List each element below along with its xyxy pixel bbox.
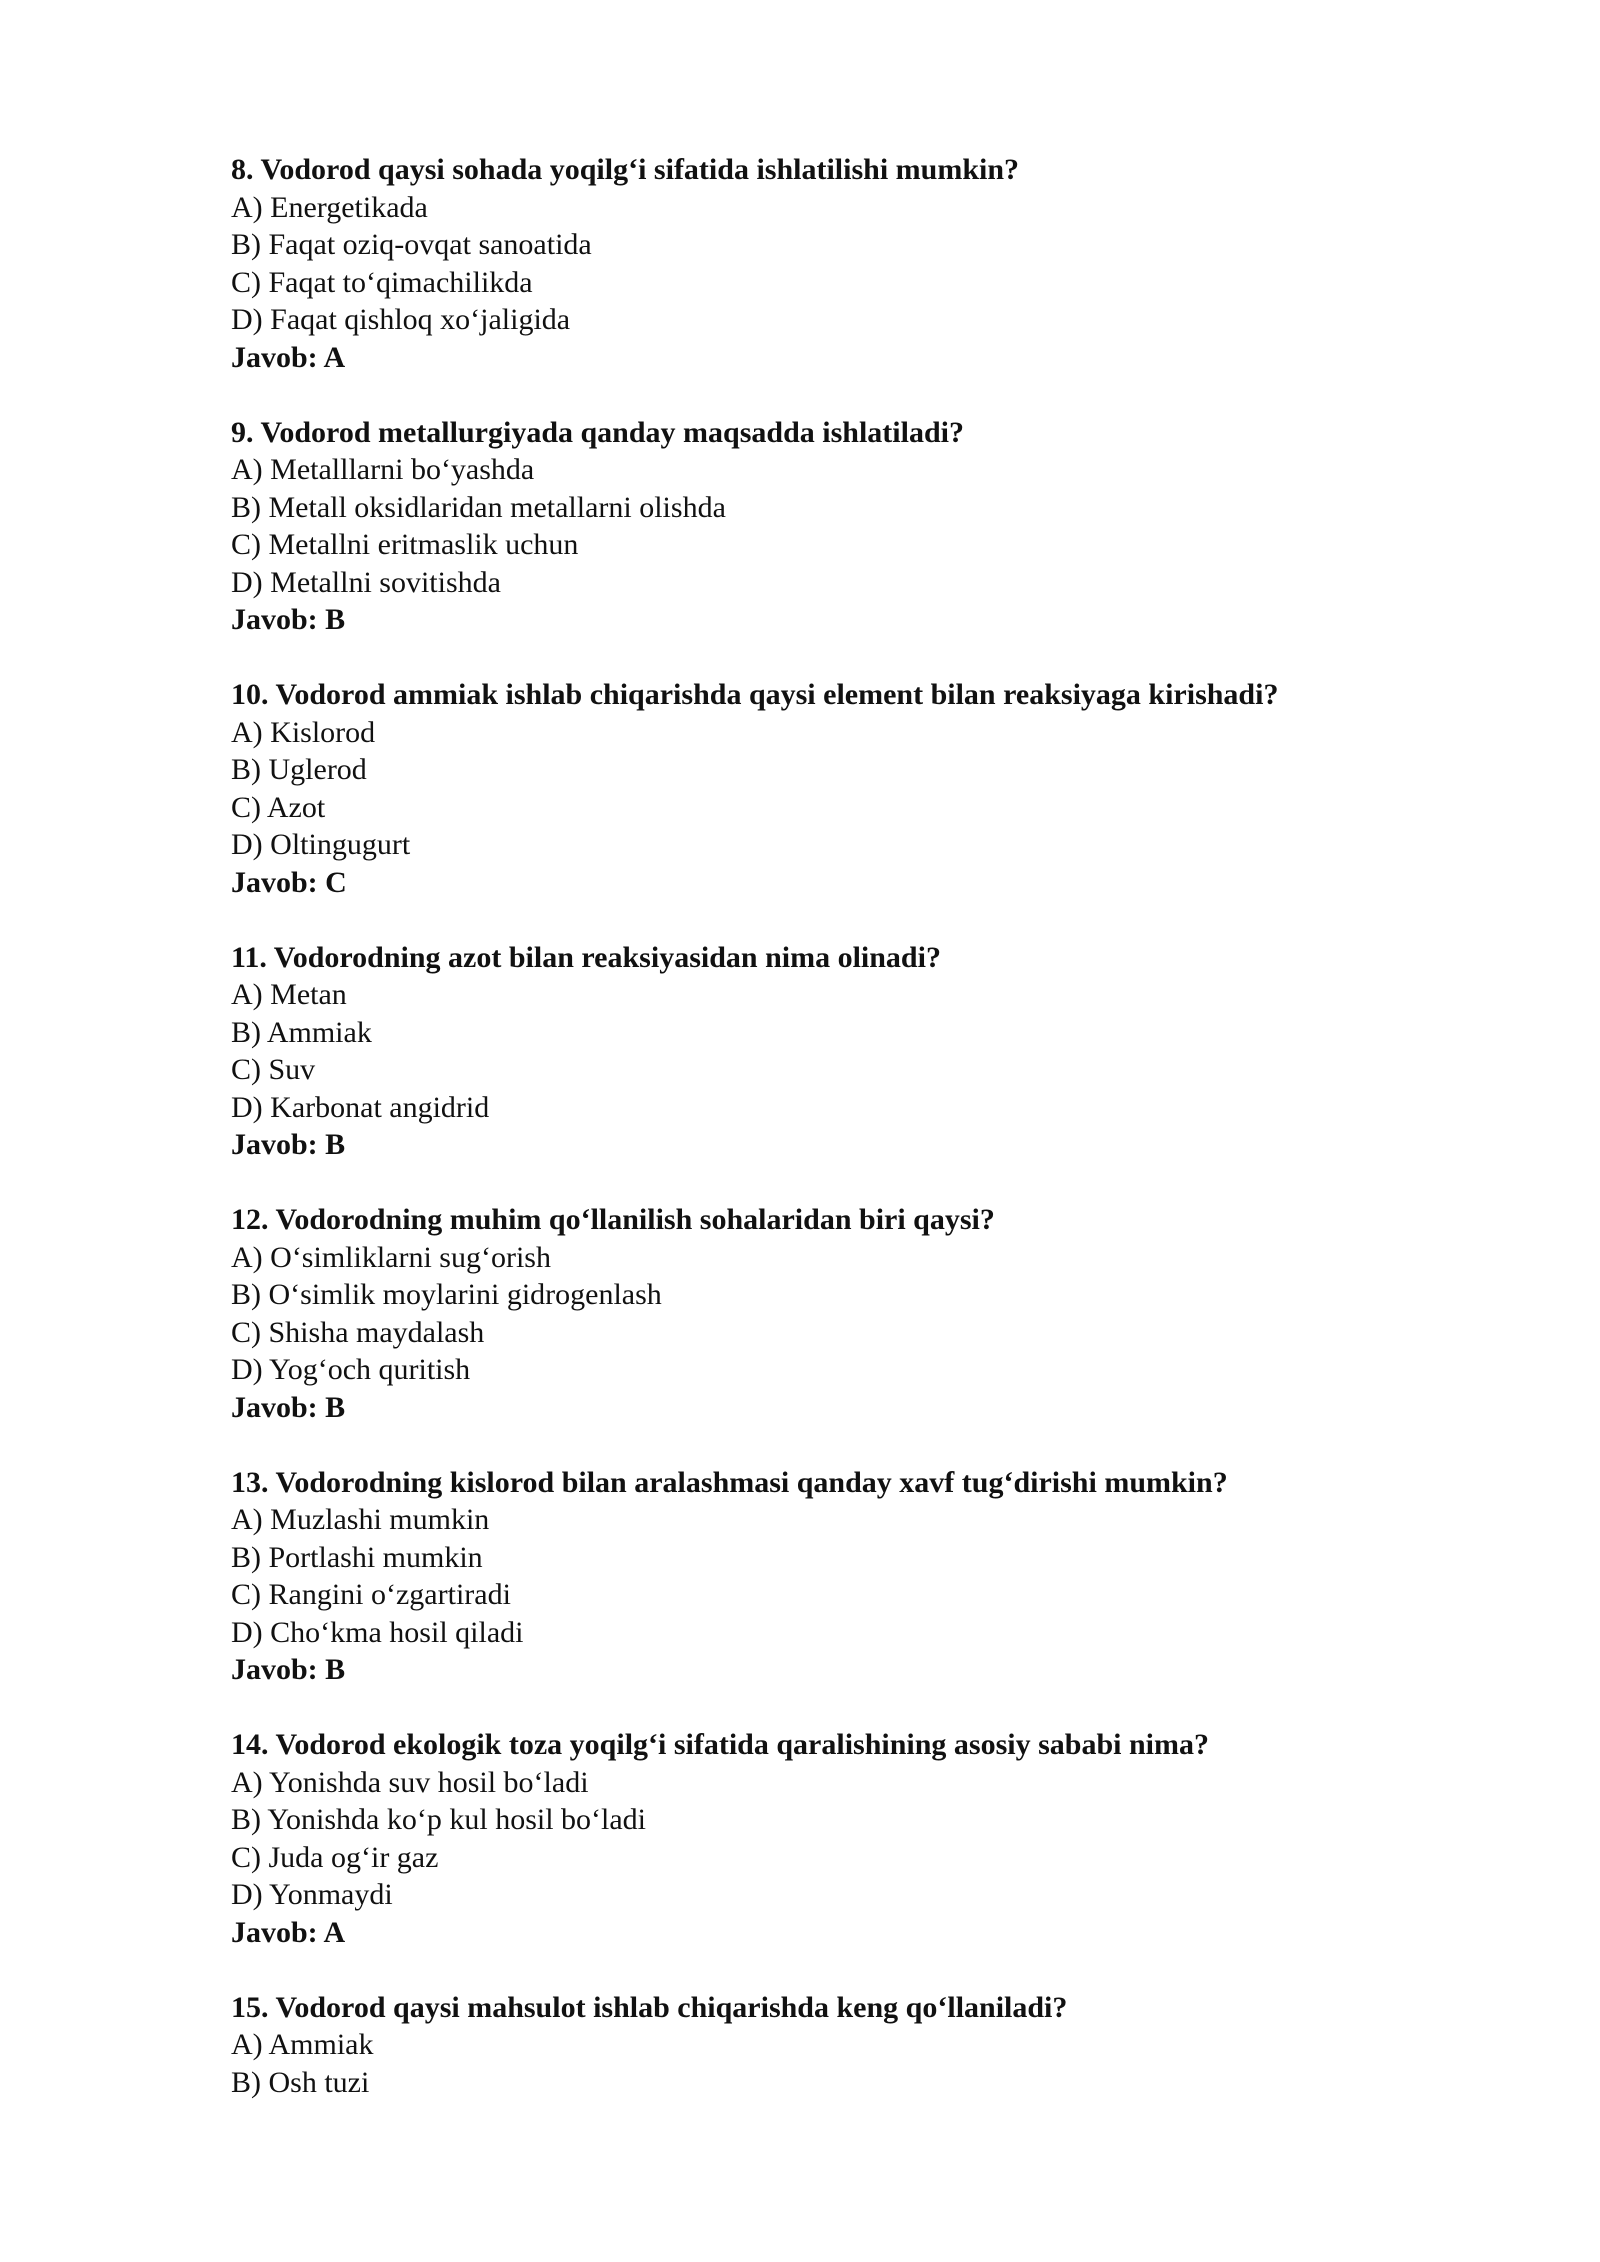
option-c: C) Metallni eritmaslik uchun xyxy=(231,528,579,561)
option-c: C) Rangini o‘zgartiradi xyxy=(231,1578,511,1611)
answer-key: Javob: C xyxy=(231,865,347,899)
option-d: D) Faqat qishloq xo‘jaligida xyxy=(231,303,571,336)
question-9 xyxy=(231,414,1531,639)
option-d: D) Metallni sovitishda xyxy=(231,565,501,599)
option-c: C) Azot xyxy=(231,790,326,824)
option-a: A) Muzlashi mumkin xyxy=(231,1503,490,1536)
option-b: B) Uglerod xyxy=(231,753,367,786)
question-15 xyxy=(231,1989,1531,2102)
option-d: D) Karbonat angidrid xyxy=(231,1090,490,1124)
question-title: 15. Vodorod qaysi mahsulot ishlab chiqarishda keng qo‘llaniladi? xyxy=(231,1990,1068,2024)
option-b: B) O‘simlik moylarini gidrogenlash xyxy=(231,1278,662,1311)
option-a: A) Kislorod xyxy=(231,715,376,749)
question-11 xyxy=(231,939,1531,1164)
option-a: A) Yonishda suv hosil bo‘ladi xyxy=(231,1765,589,1799)
option-a: A) Ammiak xyxy=(231,2028,374,2061)
option-b: B) Osh tuzi xyxy=(231,2065,370,2099)
option-b: B) Faqat oziq-ovqat sanoatida xyxy=(231,228,592,261)
answer-key: Javob: B xyxy=(231,1653,346,1686)
option-b: B) Metall oksidlaridan metallarni olishda xyxy=(231,490,726,524)
option-a: A) Metan xyxy=(231,978,347,1011)
question-10 xyxy=(231,676,1531,901)
option-c: C) Suv xyxy=(231,1053,316,1086)
question-12 xyxy=(231,1201,1531,1426)
question-title: 14. Vodorod ekologik toza yoqilg‘i sifatida qaralishining asosiy sababi nima? xyxy=(231,1728,1210,1761)
document-page xyxy=(231,151,1531,2101)
option-d: D) Yonmaydi xyxy=(231,1878,393,1911)
option-b: B) Yonishda ko‘p kul hosil bo‘ladi xyxy=(231,1803,647,1836)
question-title: 11. Vodorodning azot bilan reaksiyasidan nima olinadi? xyxy=(231,940,941,974)
question-title: 10. Vodorod ammiak ishlab chiqarishda qaysi element bilan reaksiyaga kirishadi? xyxy=(231,678,1279,711)
question-13 xyxy=(231,1464,1531,1689)
answer-key: Javob: B xyxy=(231,1390,346,1424)
question-title: 13. Vodorodning kislorod bilan aralashmasi qanday xavf tug‘dirishi mumkin? xyxy=(231,1465,1228,1499)
option-c: C) Faqat to‘qimachilikda xyxy=(231,265,533,299)
option-a: A) Energetikada xyxy=(231,190,428,224)
answer-key: Javob: A xyxy=(231,1915,346,1949)
answer-key: Javob: A xyxy=(231,340,346,374)
option-b: B) Portlashi mumkin xyxy=(231,1540,483,1574)
option-c: C) Juda og‘ir gaz xyxy=(231,1840,439,1874)
answer-key: Javob: B xyxy=(231,603,346,636)
question-14 xyxy=(231,1726,1531,1951)
option-d: D) Cho‘kma hosil qiladi xyxy=(231,1615,524,1649)
question-8 xyxy=(231,151,1531,376)
option-d: D) Oltingugurt xyxy=(231,828,411,861)
answer-key: Javob: B xyxy=(231,1128,346,1161)
option-d: D) Yog‘och quritish xyxy=(231,1353,471,1386)
question-title: 9. Vodorod metallurgiyada qanday maqsadda ishlatiladi? xyxy=(231,415,964,449)
option-b: B) Ammiak xyxy=(231,1015,372,1049)
question-title: 12. Vodorodning muhim qo‘llanilish sohalaridan biri qaysi? xyxy=(231,1203,995,1236)
question-title: 8. Vodorod qaysi sohada yoqilg‘i sifatida ishlatilishi mumkin? xyxy=(231,153,1020,186)
option-c: C) Shisha maydalash xyxy=(231,1315,485,1349)
option-a: A) O‘simliklarni sug‘orish xyxy=(231,1240,551,1274)
option-a: A) Metalllarni bo‘yashda xyxy=(231,453,535,486)
